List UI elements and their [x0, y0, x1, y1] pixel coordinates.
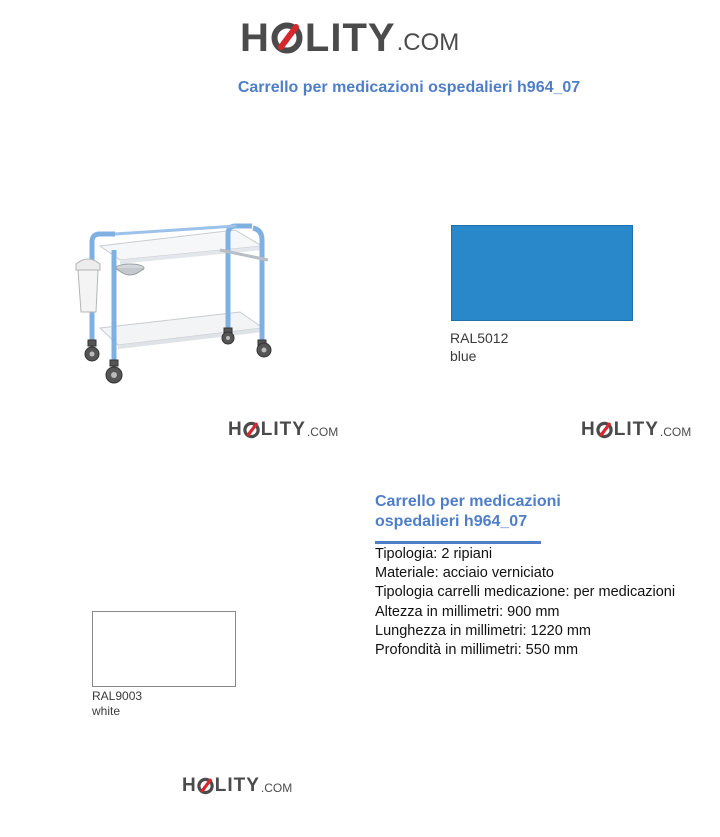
spec-item: Tipologia carrelli medicazione: per medicazioni	[375, 584, 676, 601]
logo-letter-h: H	[240, 16, 270, 60]
logo-mark-icon	[270, 21, 305, 58]
logo-word-rest: LITY	[214, 775, 260, 796]
logo-word-rest: LITY	[260, 419, 306, 440]
spec-item: Altezza in millimetri: 900 mm	[375, 603, 560, 620]
logo-mark-icon	[197, 777, 215, 796]
swatch-label-blue	[450, 329, 508, 365]
spec-list	[375, 545, 675, 660]
product-title: Carrello per medicazioni ospedalieri h964_07	[375, 493, 561, 530]
holity-logo-small	[581, 420, 691, 440]
swatch-name: blue	[450, 348, 477, 364]
product-image	[70, 220, 285, 400]
logo-letter-h: H	[182, 775, 197, 796]
logo-suffix: .COM	[396, 29, 460, 56]
page-title: Carrello per medicazioni ospedalieri h964_07	[237, 79, 581, 96]
holity-logo-small	[228, 420, 338, 440]
color-swatch-white	[92, 611, 236, 687]
logo-mark-icon	[596, 421, 614, 440]
color-swatch-blue	[451, 225, 633, 321]
logo-letter-h: H	[581, 419, 596, 440]
swatch-code: RAL9003	[92, 689, 143, 703]
spec-item: Tipologia: 2 ripiani	[375, 546, 493, 562]
logo-suffix: .COM	[260, 781, 293, 795]
holity-logo	[240, 18, 459, 58]
logo-mark-icon	[243, 421, 261, 440]
spec-item: Lunghezza in millimetri: 1220 mm	[375, 622, 591, 639]
spec-item: Materiale: acciaio verniciato	[375, 565, 554, 582]
swatch-name: white	[92, 704, 121, 718]
swatch-code: RAL5012	[450, 330, 509, 346]
logo-word-rest: LITY	[304, 16, 396, 60]
logo-suffix: .COM	[306, 425, 339, 439]
logo-letter-h: H	[228, 419, 243, 440]
spec-item: Profondità in millimetri: 550 mm	[375, 642, 579, 659]
title-underline	[375, 541, 541, 544]
holity-logo-small	[182, 776, 292, 796]
logo-word-rest: LITY	[613, 419, 659, 440]
logo-suffix: .COM	[659, 425, 692, 439]
swatch-label-white	[92, 689, 142, 719]
